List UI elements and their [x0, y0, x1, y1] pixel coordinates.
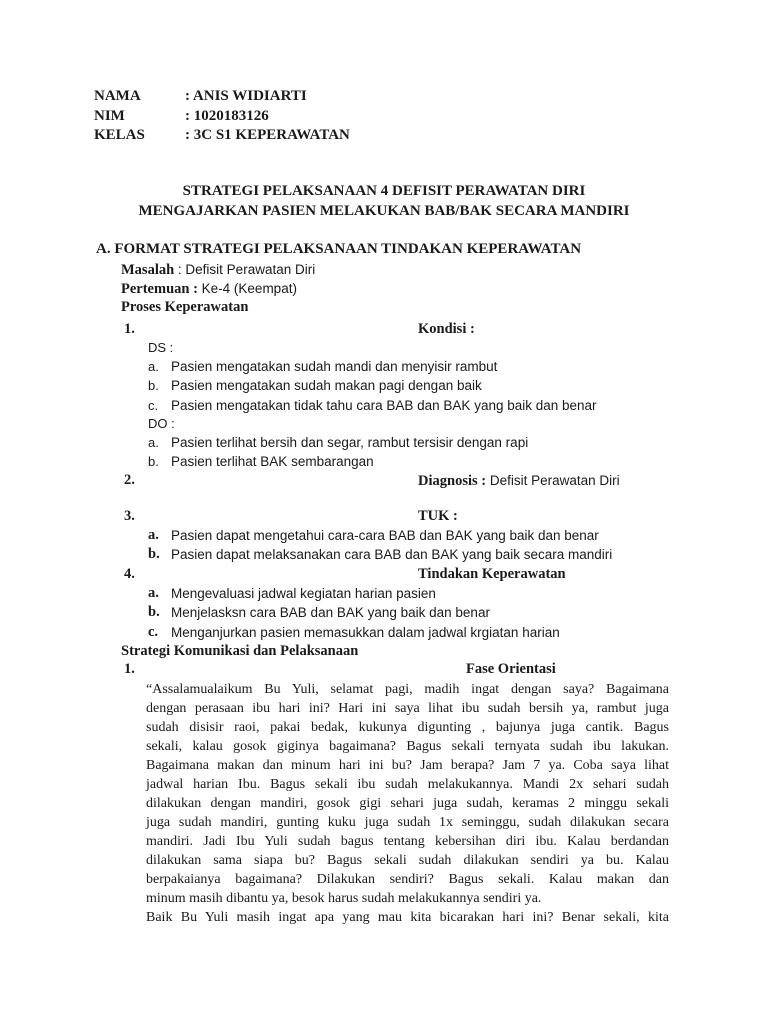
name-label: NAMA	[94, 88, 141, 104]
paragraph-line: “Assalamualaikum Bu Yuli, selamat pagi, madih ingat dengan saya? Bagaimana	[146, 682, 669, 697]
paragraph-line: dilakukan dengan mandiri, gosok gigi sehari juga sudah, keramas 2 minggu sekali	[146, 796, 669, 811]
kelas-label: KELAS	[94, 127, 145, 143]
paragraph-line: Bagaimana makan dan minum hari ini bu? Jam berapa? Jam 7 ya. Coba saya lihat	[146, 758, 669, 773]
tindakan-title: Tindakan Keperawatan	[418, 566, 566, 582]
paragraph-line: juga sudah mandiri, gunting kuku juga sudah 1x seminggu, sudah dilakukan secara	[146, 815, 669, 830]
masalah-value: : Defisit Perawatan Diri	[174, 262, 316, 277]
tuk-item-text: Pasien dapat mengetahui cara-cara BAB dan BAK yang baik dan benar	[171, 528, 599, 543]
pertemuan-value: Ke-4 (Keempat)	[197, 281, 297, 296]
do-item-text: Pasien terlihat BAK sembarangan	[171, 454, 374, 469]
tuk-item-marker: b.	[148, 546, 160, 562]
ds-item-text: Pasien mengatakan sudah makan pagi dengan baik	[171, 378, 482, 393]
ds-item-marker: a.	[148, 359, 159, 374]
proses-heading: Proses Keperawatan	[121, 299, 249, 315]
masalah-row	[121, 260, 315, 280]
paragraph-line: berpakaianya bagaimana? Dilakukan sendiri? Bagus sekali. Kalau makan dan	[146, 872, 669, 887]
paragraph-line: minum masih dibantu ya, besok harus sudah melakukannya sendiri ya.	[146, 891, 542, 906]
paragraph-line: sudah disisir raoi, pakai bedak, kukunya digunting , bajunya juga cantik. Bagus	[146, 720, 669, 735]
kondisi-title: Kondisi :	[418, 321, 475, 337]
paragraph-line: jadwal harian Ibu. Bagus sekali ibu sudah melakukannya. Mandi 2x sehari sudah	[146, 777, 669, 792]
diagnosis-value: Defisit Perawatan Diri	[486, 473, 620, 488]
tindakan-item-text: Menganjurkan pasien memasukkan dalam jadwal krgiatan harian	[171, 625, 560, 640]
tuk-item-text: Pasien dapat melaksanakan cara BAB dan BAK yang baik secara mandiri	[171, 547, 613, 562]
ds-item-marker: c.	[148, 398, 159, 413]
document-title-line1: STRATEGI PELAKSANAAN 4 DEFISIT PERAWATAN DIRI	[182, 183, 586, 199]
kelas-value: : 3C S1 KEPERAWATAN	[185, 127, 350, 143]
fase-title: Fase Orientasi	[466, 661, 556, 677]
tindakan-item-text: Mengevaluasi jadwal kegiatan harian pasien	[171, 586, 436, 601]
paragraph-line: dilakukan sama siapa bu? Bagus sekali sudah dilakukan sendiri ya bu. Kalau	[146, 853, 669, 868]
pertemuan-row	[121, 279, 297, 299]
ds-item-marker: b.	[148, 378, 159, 393]
nim-value: : 1020183126	[185, 108, 269, 124]
nim-label: NIM	[94, 108, 125, 124]
tindakan-number: 4.	[124, 566, 135, 582]
masalah-label: Masalah	[121, 262, 175, 278]
paragraph-line: mandiri. Jadi Ibu Yuli sudah bagus tentang kebersihan diri ibu. Kalau berdandan	[146, 834, 669, 849]
tuk-number: 3.	[124, 508, 135, 524]
fase-number: 1.	[124, 661, 135, 677]
do-item-text: Pasien terlihat bersih dan segar, rambut tersisir dengan rapi	[171, 435, 529, 450]
paragraph-line: dengan perasaan ibu hari ini? Hari ini saya lihat ibu sudah bersih ya, rambut juga	[146, 701, 669, 716]
do-item-marker: a.	[148, 435, 159, 450]
diagnosis-row	[418, 471, 620, 491]
pertemuan-label: Pertemuan :	[121, 281, 198, 297]
tindakan-item-marker: b.	[148, 604, 160, 620]
tuk-item-marker: a.	[148, 527, 159, 543]
diagnosis-title: Diagnosis :	[418, 473, 487, 489]
ds-item-text: Pasien mengatakan tidak tahu cara BAB dan BAK yang baik dan benar	[171, 398, 597, 413]
do-item-marker: b.	[148, 454, 159, 469]
ds-item-text: Pasien mengatakan sudah mandi dan menyisir rambut	[171, 359, 498, 374]
tindakan-item-text: Menjelasksn cara BAB dan BAK yang baik dan benar	[171, 605, 490, 620]
document-title-line2: MENGAJARKAN PASIEN MELAKUKAN BAB/BAK SECARA MANDIRI	[138, 203, 630, 219]
strategi-heading: Strategi Komunikasi dan Pelaksanaan	[121, 643, 359, 659]
tindakan-item-marker: c.	[148, 624, 159, 640]
tindakan-item-marker: a.	[148, 585, 159, 601]
paragraph-line: Baik Bu Yuli masih ingat apa yang mau kita bicarakan hari ini? Benar sekali, kita	[146, 910, 669, 925]
ds-label: DS :	[148, 340, 174, 355]
fase-orientasi-paragraph	[146, 680, 669, 927]
kondisi-number: 1.	[124, 321, 135, 337]
tuk-title: TUK :	[418, 508, 458, 524]
name-value: : ANIS WIDIARTI	[185, 88, 307, 104]
section-a-heading: A. FORMAT STRATEGI PELAKSANAAN TINDAKAN KEPERAWATAN	[96, 241, 582, 257]
paragraph-line: sekali, kalau gosok giginya bagaimana? Bagus sekali ternyata sudah ibu lakukan.	[146, 739, 669, 754]
diagnosis-number: 2.	[124, 472, 135, 488]
do-label: DO :	[148, 416, 175, 431]
